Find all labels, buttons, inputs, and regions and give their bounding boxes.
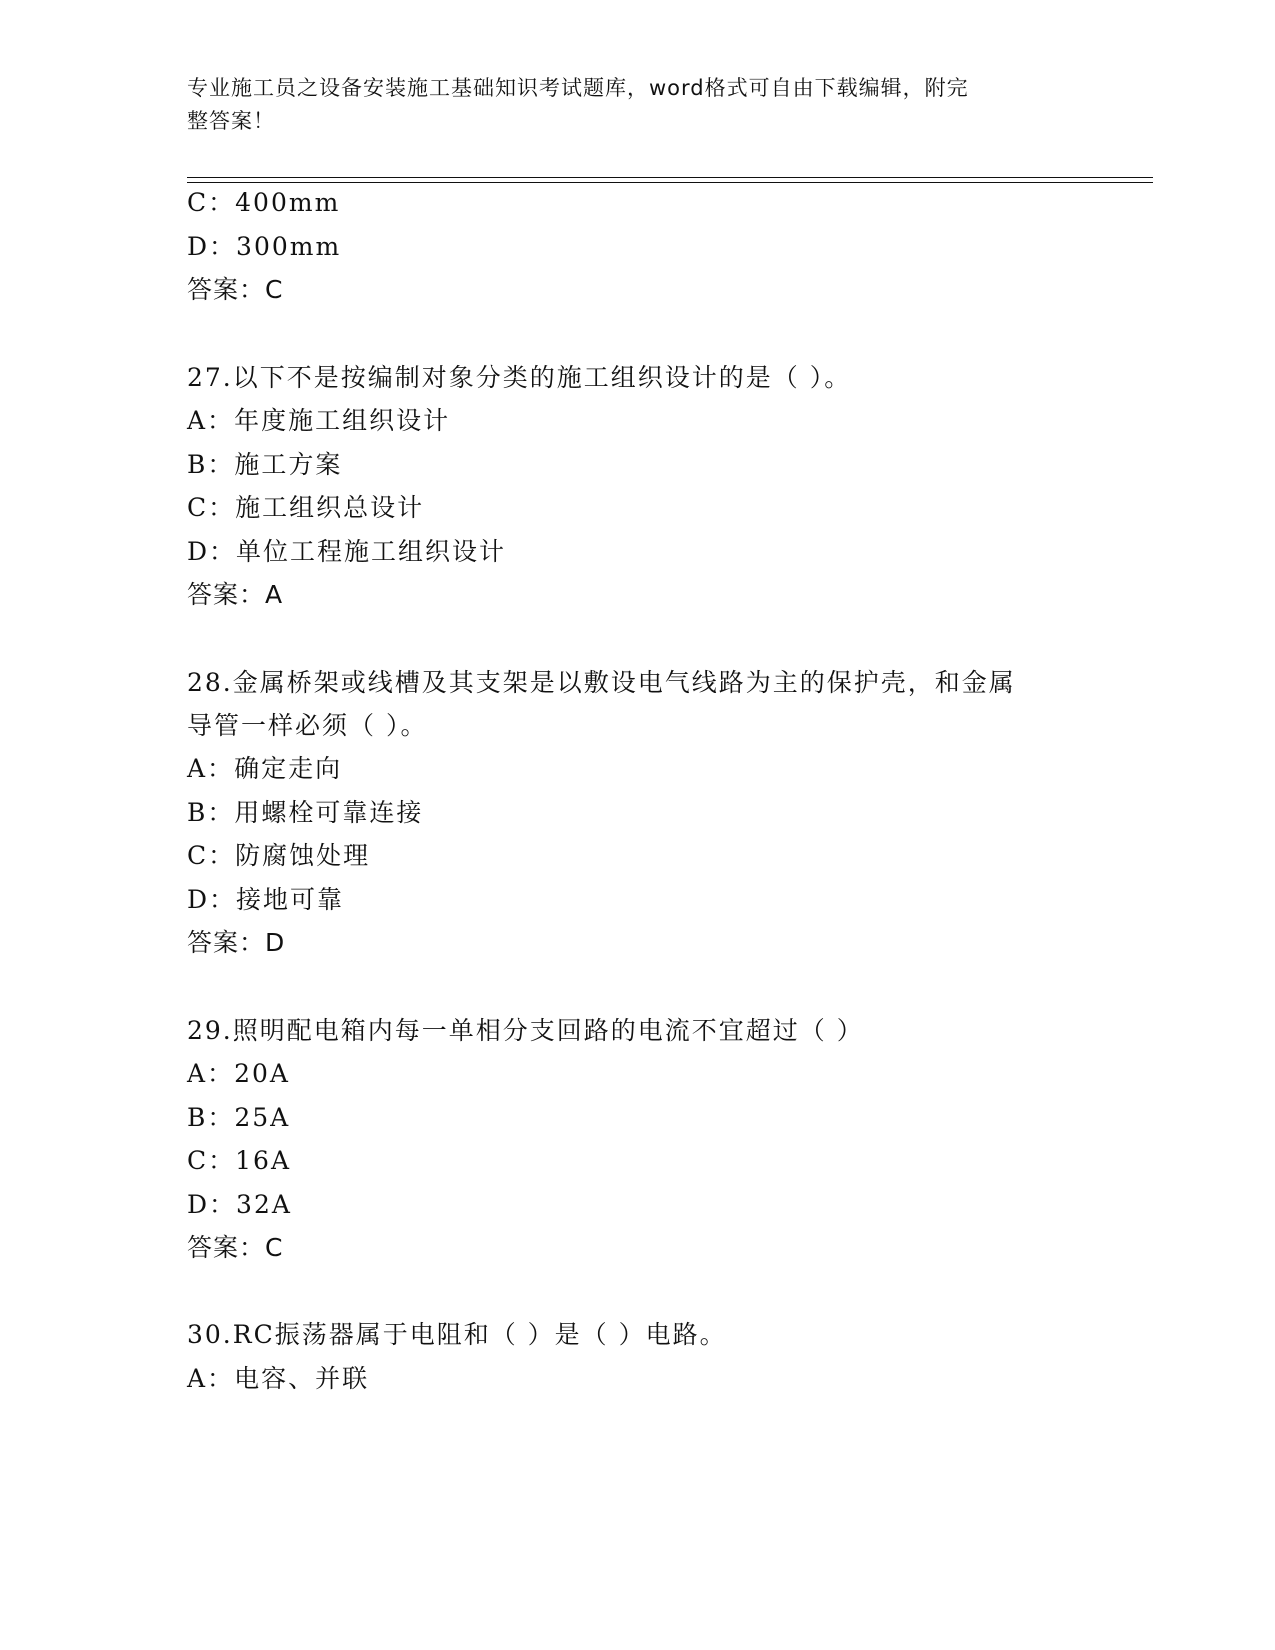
option-line [187, 406, 450, 436]
option-label: C： [187, 188, 236, 217]
option-label: D： [187, 537, 237, 566]
option-label: A： [187, 1059, 235, 1088]
option-text: 防腐蚀处理 [235, 841, 371, 870]
option-label: B： [187, 450, 235, 479]
option-text: 32A [236, 1190, 292, 1219]
document-header [187, 72, 1077, 138]
option-text: 年度施工组织设计 [234, 406, 451, 435]
answer-line: 答案：C [187, 275, 284, 304]
header-divider-bottom [187, 182, 1153, 183]
question-stem: 27.以下不是按编制对象分类的施工组织设计的是（ ）。 [187, 363, 852, 392]
option-text: 20A [234, 1059, 290, 1088]
option-line [187, 188, 340, 218]
option-text: 400mm [235, 188, 341, 217]
option-label: C： [187, 493, 236, 522]
option-line [187, 232, 341, 262]
option-line [187, 1190, 292, 1220]
option-label: A： [187, 1364, 235, 1393]
option-line [187, 798, 423, 828]
option-text: 施工方案 [234, 450, 343, 479]
question-stem: 29.照明配电箱内每一单相分支回路的电流不宜超过（ ） [187, 1016, 864, 1045]
option-text: 施工组织总设计 [235, 493, 425, 522]
option-label: C： [187, 841, 236, 870]
option-line [187, 493, 424, 523]
option-line [187, 885, 344, 915]
option-text: 用螺栓可靠连接 [234, 798, 424, 827]
option-line [187, 841, 370, 871]
option-label: B： [187, 798, 235, 827]
option-text: 16A [235, 1146, 292, 1175]
question-stem: 导管一样必须（ ）。 [187, 711, 428, 740]
header-divider-top [187, 177, 1153, 178]
option-label: D： [187, 232, 237, 261]
option-line [187, 754, 342, 784]
answer-line: 答案：A [187, 580, 284, 609]
option-label: A： [187, 754, 235, 783]
option-text: 25A [234, 1103, 291, 1132]
option-label: B： [187, 1103, 235, 1132]
header-line-2: 整答案！ [187, 109, 275, 133]
option-text: 电容、并联 [234, 1364, 370, 1393]
header-line-1: 专业施工员之设备安装施工基础知识考试题库，word格式可自由下载编辑，附完 [187, 76, 969, 100]
option-text: 300mm [236, 232, 342, 261]
option-line [187, 450, 342, 480]
answer-line: 答案：C [187, 1233, 284, 1262]
option-label: A： [187, 406, 235, 435]
answer-line: 答案：D [187, 928, 286, 957]
option-line [187, 1103, 290, 1133]
option-label: D： [187, 1190, 237, 1219]
option-line [187, 1059, 290, 1089]
option-text: 单位工程施工组织设计 [236, 537, 507, 566]
option-text: 确定走向 [234, 754, 343, 783]
question-stem: 28.金属桥架或线槽及其支架是以敷设电气线路为主的保护壳，和金属 [187, 668, 1016, 697]
option-label: D： [187, 885, 237, 914]
question-stem: 30.RC振荡器属于电阻和（ ）是（ ）电路。 [187, 1320, 727, 1349]
option-line [187, 1146, 291, 1176]
option-line [187, 537, 506, 567]
option-line [187, 1364, 369, 1394]
option-text: 接地可靠 [236, 885, 345, 914]
option-label: C： [187, 1146, 236, 1175]
